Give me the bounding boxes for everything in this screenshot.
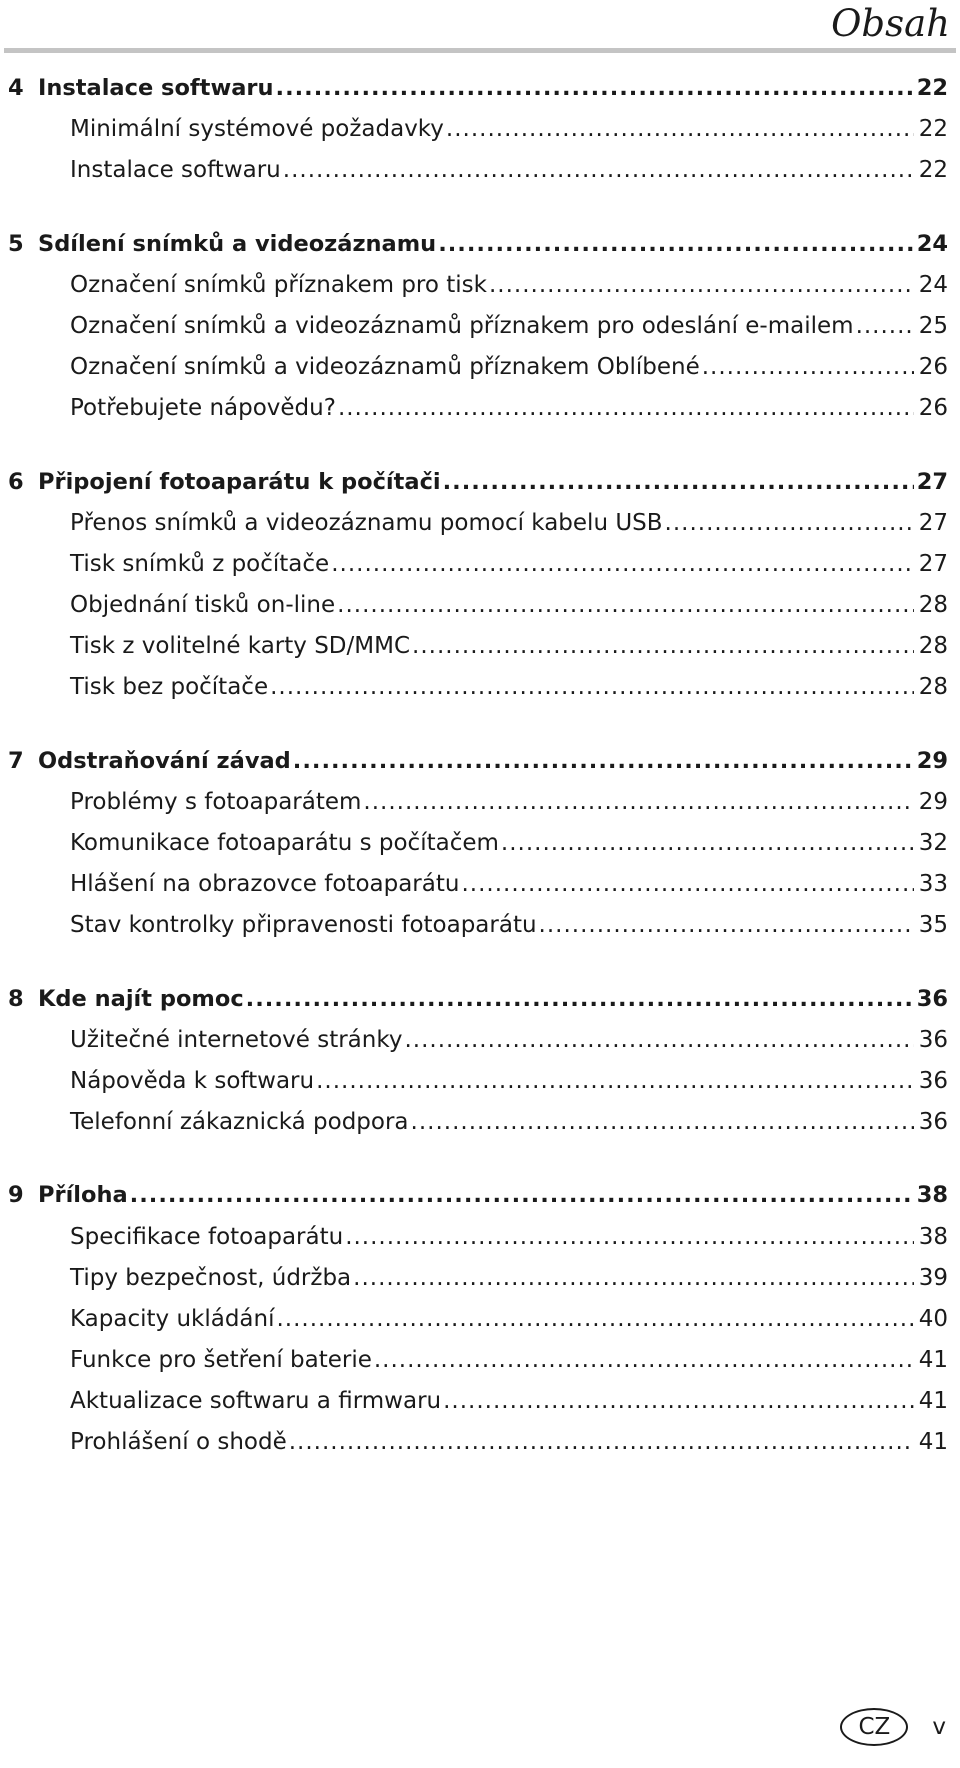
entry-title: Aktualizace softwaru a firmwaru bbox=[70, 1388, 442, 1415]
toc-entry[interactable] bbox=[8, 116, 948, 157]
toc-entry[interactable] bbox=[8, 871, 948, 912]
entry-title: Označení snímků příznakem pro tisk bbox=[70, 271, 487, 298]
entry-page-number: 36 bbox=[918, 1067, 948, 1094]
entry-title: Specifikace fotoaparátu bbox=[70, 1223, 344, 1250]
entry-title: Tisk bez počítače bbox=[70, 674, 269, 701]
toc-entry[interactable] bbox=[8, 1027, 948, 1068]
dot-leader bbox=[446, 116, 914, 142]
chapter-number: 4 bbox=[8, 75, 24, 101]
toc-chapter-heading[interactable] bbox=[8, 986, 948, 1027]
entry-page-number: 39 bbox=[918, 1264, 948, 1291]
dot-leader bbox=[443, 469, 914, 495]
dot-leader bbox=[443, 1388, 914, 1414]
toc-entry[interactable] bbox=[8, 1265, 948, 1306]
entry-title: Užitečné internetové stránky bbox=[70, 1026, 403, 1053]
toc-entry[interactable] bbox=[8, 1306, 948, 1347]
chapter-page-number: 38 bbox=[916, 1182, 948, 1209]
toc-chapter-heading[interactable] bbox=[8, 748, 948, 789]
toc-entry[interactable] bbox=[8, 1347, 948, 1388]
entry-page-number: 26 bbox=[918, 395, 948, 422]
dot-leader bbox=[331, 551, 914, 577]
toc-chapter-heading[interactable] bbox=[8, 231, 948, 272]
entry-title: Označení snímků a videozáznamů příznakem pro odeslání e-mailem bbox=[70, 312, 854, 339]
toc-chapter-heading[interactable] bbox=[8, 469, 948, 510]
dot-leader bbox=[276, 1306, 914, 1332]
dot-leader bbox=[374, 1347, 914, 1373]
toc-chapter bbox=[8, 231, 948, 437]
entry-page-number: 36 bbox=[918, 1026, 948, 1053]
toc-entry[interactable] bbox=[8, 313, 948, 354]
entry-title: Tisk snímků z počítače bbox=[70, 550, 330, 577]
toc-entry[interactable] bbox=[8, 674, 948, 715]
dot-leader bbox=[501, 830, 914, 856]
entry-page-number: 28 bbox=[918, 592, 948, 619]
entry-title: Instalace softwaru bbox=[70, 157, 281, 184]
chapter-page-number: 24 bbox=[916, 230, 948, 257]
entry-page-number: 25 bbox=[918, 312, 948, 339]
entry-title: Objednání tisků on-line bbox=[70, 592, 336, 619]
page-header bbox=[0, 0, 960, 56]
entry-title: Tisk z volitelné karty SD/MMC bbox=[70, 633, 411, 660]
dot-leader bbox=[412, 633, 914, 659]
dot-leader bbox=[411, 1109, 914, 1135]
toc-chapter-heading[interactable] bbox=[8, 75, 948, 116]
entry-page-number: 29 bbox=[918, 788, 948, 815]
toc-entry[interactable] bbox=[8, 1388, 948, 1429]
chapter-number: 9 bbox=[8, 1182, 24, 1209]
dot-leader bbox=[337, 592, 914, 618]
chapter-number: 7 bbox=[8, 747, 24, 774]
entry-page-number: 28 bbox=[918, 633, 948, 660]
header-divider bbox=[4, 48, 956, 53]
chapter-page-number: 29 bbox=[916, 747, 948, 774]
dot-leader bbox=[702, 354, 914, 380]
chapter-title: Sdílení snímků a videozáznamu bbox=[38, 230, 437, 257]
entry-page-number: 32 bbox=[918, 830, 948, 856]
entry-title: Telefonní zákaznická podpora bbox=[70, 1109, 409, 1136]
table-of-contents bbox=[8, 75, 948, 1503]
chapter-number: 6 bbox=[8, 468, 24, 495]
entry-title: Označení snímků a videozáznamů příznakem Oblíbené bbox=[70, 354, 700, 381]
toc-entry[interactable] bbox=[8, 395, 948, 436]
chapter-page-number: 27 bbox=[916, 468, 948, 495]
entry-title: Přenos snímků a videozáznamu pomocí kabelu USB bbox=[70, 509, 663, 536]
toc-entry[interactable] bbox=[8, 1109, 948, 1150]
entry-page-number: 24 bbox=[918, 271, 948, 298]
dot-leader bbox=[461, 871, 914, 897]
dot-leader bbox=[665, 510, 914, 536]
entry-page-number: 35 bbox=[918, 912, 948, 939]
dot-leader bbox=[353, 1265, 914, 1291]
toc-entry[interactable] bbox=[8, 1068, 948, 1109]
entry-page-number: 22 bbox=[918, 157, 948, 184]
entry-page-number: 36 bbox=[918, 1109, 948, 1136]
toc-entry[interactable] bbox=[8, 1224, 948, 1265]
chapter-title: Kde najít pomoc bbox=[38, 985, 244, 1012]
dot-leader bbox=[270, 674, 914, 700]
entry-page-number: 28 bbox=[918, 674, 948, 701]
toc-entry[interactable] bbox=[8, 157, 948, 198]
entry-title: Nápověda k softwaru bbox=[70, 1067, 315, 1094]
dot-leader bbox=[276, 75, 914, 101]
chapter-number: 8 bbox=[8, 985, 24, 1012]
entry-title: Hlášení na obrazovce fotoaparátu bbox=[70, 871, 460, 898]
language-badge: CZ bbox=[840, 1708, 908, 1746]
entry-title: Tipy bezpečnost, údržba bbox=[70, 1264, 352, 1291]
toc-entry[interactable] bbox=[8, 1429, 948, 1470]
chapter-page-number: 22 bbox=[916, 75, 948, 101]
page-title: Obsah bbox=[831, 2, 950, 45]
toc-chapter bbox=[8, 75, 948, 199]
entry-page-number: 41 bbox=[918, 1388, 948, 1415]
dot-leader bbox=[345, 1224, 914, 1250]
entry-page-number: 26 bbox=[918, 354, 948, 381]
toc-chapter bbox=[8, 986, 948, 1151]
entry-title: Funkce pro šetření baterie bbox=[70, 1347, 372, 1374]
chapter-title: Příloha bbox=[38, 1182, 128, 1209]
toc-entry[interactable] bbox=[8, 354, 948, 395]
entry-title: Prohlášení o shodě bbox=[70, 1429, 287, 1456]
toc-chapter-heading[interactable] bbox=[8, 1182, 948, 1223]
entry-page-number: 27 bbox=[918, 509, 948, 536]
toc-entry[interactable] bbox=[8, 830, 948, 871]
dot-leader bbox=[130, 1182, 914, 1208]
toc-entry[interactable] bbox=[8, 633, 948, 674]
toc-entry[interactable] bbox=[8, 272, 948, 313]
dot-leader bbox=[246, 986, 914, 1012]
entry-page-number: 41 bbox=[918, 1347, 948, 1374]
dot-leader bbox=[289, 1429, 914, 1455]
entry-title: Potřebujete nápovědu? bbox=[70, 395, 336, 422]
toc-entry[interactable] bbox=[8, 551, 948, 592]
dot-leader bbox=[539, 912, 914, 938]
toc-entry[interactable] bbox=[8, 789, 948, 830]
dot-leader bbox=[293, 748, 914, 774]
dot-leader bbox=[438, 231, 914, 257]
toc-entry[interactable] bbox=[8, 912, 948, 953]
entry-title: Minimální systémové požadavky bbox=[70, 116, 444, 143]
entry-title: Komunikace fotoaparátu s počítačem bbox=[70, 830, 499, 856]
dot-leader bbox=[856, 313, 914, 339]
dot-leader bbox=[404, 1027, 914, 1053]
entry-title: Kapacity ukládání bbox=[70, 1305, 275, 1332]
toc-entry[interactable] bbox=[8, 592, 948, 633]
chapter-number: 5 bbox=[8, 230, 24, 257]
chapter-title: Instalace softwaru bbox=[38, 75, 274, 101]
dot-leader bbox=[316, 1068, 914, 1094]
entry-page-number: 38 bbox=[918, 1223, 948, 1250]
entry-page-number: 40 bbox=[918, 1305, 948, 1332]
dot-leader bbox=[283, 157, 914, 183]
entry-title: Problémy s fotoaparátem bbox=[70, 788, 362, 815]
entry-page-number: 22 bbox=[918, 116, 948, 143]
page-footer bbox=[840, 1708, 946, 1746]
dot-leader bbox=[363, 789, 914, 815]
toc-chapter bbox=[8, 469, 948, 716]
chapter-title: Připojení fotoaparátu k počítači bbox=[38, 468, 441, 495]
page-number: v bbox=[932, 1714, 946, 1740]
toc-chapter bbox=[8, 748, 948, 954]
chapter-title: Odstraňování závad bbox=[38, 747, 291, 774]
entry-page-number: 41 bbox=[918, 1429, 948, 1456]
chapter-page-number: 36 bbox=[916, 985, 948, 1012]
entry-title: Stav kontrolky připravenosti fotoaparátu bbox=[70, 912, 537, 939]
dot-leader bbox=[338, 395, 914, 421]
entry-page-number: 33 bbox=[918, 871, 948, 898]
toc-entry[interactable] bbox=[8, 510, 948, 551]
entry-page-number: 27 bbox=[918, 550, 948, 577]
toc-chapter bbox=[8, 1182, 948, 1470]
dot-leader bbox=[489, 272, 914, 298]
